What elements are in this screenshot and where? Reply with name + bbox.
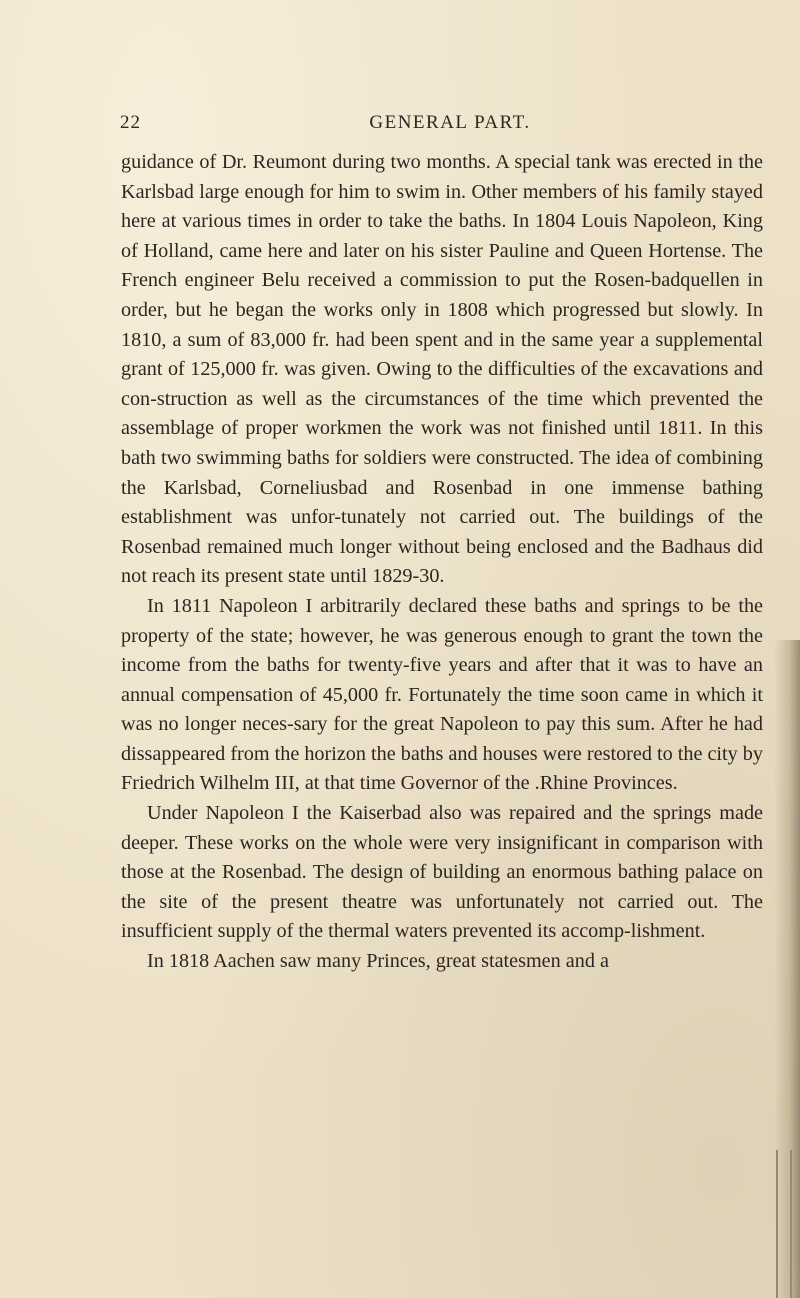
page-number: 22	[120, 112, 141, 133]
page-header	[120, 104, 760, 136]
running-head: GENERAL PART.	[369, 112, 531, 133]
body-text	[121, 148, 763, 977]
paragraph: In 1811 Napoleon I arbitrarily declared these baths and springs to be the property of the state; however, he was generous enough to grant the town the income from the baths for twenty-five years and after that it was to have an annual compensation of 45,000 fr. Fortunately the time soon came in which it was no longer neces-sary for the great Napoleon to pay this sum. After he had dissappeared from the horizon the baths and houses were restored to the city by Friedrich Wilhelm III, at that time Governor of the .Rhine Provinces.	[121, 594, 763, 795]
paragraph: Under Napoleon I the Kaiserbad also was repaired and the springs made deeper. These works on the whole were very insignificant in comparison with those at the Rosenbad. The design of building an enormous bathing palace on the site of the present theatre was unfortunately not carried out. The insufficient supply of the thermal waters prevented its accomp-lishment.	[121, 802, 763, 943]
paragraph: In 1818 Aachen saw many Princes, great statesmen and a	[147, 950, 609, 973]
page-edge-lines	[776, 1150, 792, 1298]
paragraph: guidance of Dr. Reumont during two months. A special tank was erected in the Karlsbad large enough for him to swim in. Other members of his family stayed here at various times in order to take the baths. In 1804 Louis Napoleon, King of Holland, came here and later on his sister Pauline and Queen Hortense. The French engineer Belu received a commission to put the Rosen-badquellen in order, but he began the works only in 1808 which progressed but slowly. In 1810, a sum of 83,000 fr. had been spent and in the same year a supplemental grant of 125,000 fr. was given. Owing to the difficulties of the excavations and con-struction as well as the circumstances of the time which prevented the assemblage of proper workmen the work was not finished until 1811. In this bath two swimming baths for soldiers were constructed. The idea of combining the Karlsbad, Corneliusbad and Rosenbad in one immense bathing establishment was unfor-tunately not carried out. The buildings of the Rosenbad remained much longer without being enclosed and the Badhaus did not reach its present state until 1829-30.	[121, 151, 763, 588]
